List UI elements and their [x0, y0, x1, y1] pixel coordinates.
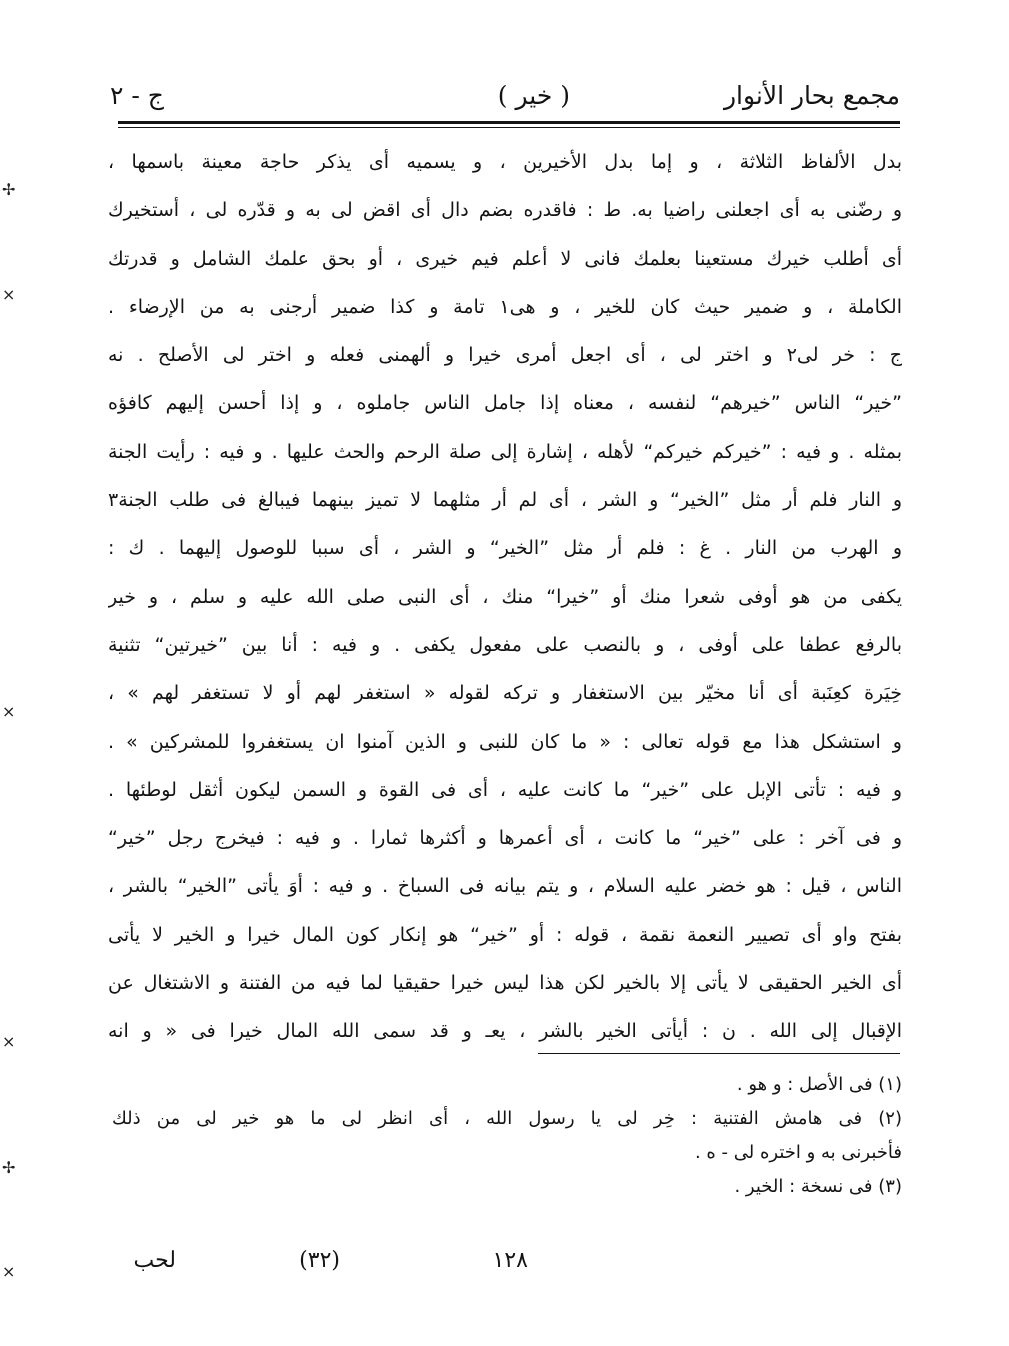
text-line: أى الخير الحقيقى لا يأتى إلا بالخير لكن هذا ليس خيرا حقيقيا لما فيه من الفتنة و الاشتغال عن — [108, 972, 902, 995]
text-line: الإقبال إلى الله . ن : أيأتى الخير بالشر ، يعـ و قد سمى الله المال خيرا فى « و انه — [108, 1020, 902, 1043]
text-line: الناس ، قيل : هو خضر عليه السلام ، و يتم بيانه فى السباخ . و فيه : أوَ يأتى ”الخير“ بالشر ، — [108, 875, 902, 898]
text-line: و فيه : تأتى الإبل على ”خير“ ما كانت عليه ، أى فى القوة و السمن ليكون أثقل لوطئها . — [108, 778, 902, 801]
margin-mark: × — [2, 1262, 16, 1281]
footnote-rule — [538, 1053, 900, 1054]
margin-mark: × — [2, 702, 16, 721]
volume-label: ج - ٢ — [110, 81, 164, 110]
page-number: ١٢٨ — [492, 1248, 528, 1273]
header-rule-thin — [118, 127, 900, 128]
text-line: خِيَرة كعِنَبة أى أنا مخيّر بين الاستغفار و تركه لقوله « استغفر لهم أو لا تستغفر لهم » ، — [108, 682, 902, 705]
book-title: مجمع بحار الأنوار — [723, 81, 900, 110]
text-line: ”خير“ الناس ”خيرهم“ لنفسه ، معناه إذا جامل الناس جاملوه ، و إذا أحسن إليهم كافؤه — [108, 392, 902, 415]
margin-mark: × — [2, 285, 16, 304]
margin-mark: × — [2, 1032, 16, 1051]
text-line: أى أطلب خيرك مستعينا بعلمك فانى لا أعلم فيم خيرى ، أو بحق علمك الشامل و قدرتك — [108, 247, 902, 270]
signature-number: (٣٢) — [299, 1248, 340, 1273]
text-line: و استشكل هذا مع قوله تعالى : « ما كان للنبى و الذين آمنوا ان يستغفروا للمشركين » . — [108, 730, 902, 753]
footnote: (٣) فى نسخة : الخير . — [734, 1176, 902, 1197]
footnote: (٢) فى هامش الفتنية : خِر لى يا رسول الله ، أى انظر لى ما هو خير لى من ذلك — [112, 1108, 902, 1129]
text-line: بالرفع عطفا على أوفى ، و بالنصب على مفعول يكفى . و فيه : أنا بين ”خيرتين“ تثنية — [108, 633, 902, 656]
footnote-continuation: فأخبرنى به و اختره لى - ه . — [694, 1142, 902, 1163]
footnote: (١) فى الأصل : و هو . — [736, 1074, 902, 1095]
text-line: ج : خر لى٢ و اختر لى ، أى اجعل أمرى خيرا و ألهمنى فعله و اختر لى الأصلح . نه — [108, 344, 902, 367]
text-line: يكفى من هو أوفى شعرا منك أو ”خيرا“ منك ، أى النبى صلى الله عليه و سلم ، و خير — [108, 585, 902, 608]
text-line: و النار فلم أر مثل ”الخير“ و الشر ، أى لم أر مثلهما لا تميز بينهما فيبالغ فى طلب الجنة٣ — [108, 489, 902, 512]
text-line: و الهرب من النار . غ : فلم أر مثل ”الخير“ و الشر ، أى سببا للوصول إليهما . ك : — [108, 537, 902, 560]
entry-heading: ( خير ) — [497, 81, 570, 110]
footnotes — [112, 1068, 902, 1204]
margin-mark: ✢ — [2, 1158, 16, 1177]
margin-mark: ✢ — [2, 180, 16, 199]
running-header — [110, 76, 900, 120]
text-line: بدل الألفاظ الثلاثة ، و إما بدل الأخيرين ، و يسميه أى يذكر حاجة معينة باسمها ، — [108, 151, 902, 173]
signature-word: لحب — [133, 1248, 176, 1273]
text-line: الكاملة ، و ضمير حيث كان للخير ، و هى١ تامة و كذا ضمير أرجنى به من الإرضاء . — [108, 295, 902, 318]
header-rule-thick — [118, 121, 900, 124]
page-footer — [120, 1248, 900, 1282]
text-line: و فى آخر : على ”خير“ ما كانت ، أى أعمرها و أكثرها ثمارا . و فيه : فيخرج رجل ”خير“ — [108, 827, 902, 850]
text-line: بفتح واو أى تصيير النعمة نقمة ، قوله : أو ”خير“ هو إنكار كون المال خيرا و الخير لا يأتى — [108, 923, 902, 946]
text-line: بمثله . و فيه : ”خيركم خيركم“ لأهله ، إشارة إلى صلة الرحم والحث عليها . و فيه : رأيت الجنة — [108, 440, 902, 463]
main-text — [108, 138, 902, 1056]
text-line: و رضّنى به أى اجعلنى راضيا به. ط : فاقدره بضم دال أى اقض لى به و قدّره لى ، أستخيرك — [108, 199, 902, 222]
